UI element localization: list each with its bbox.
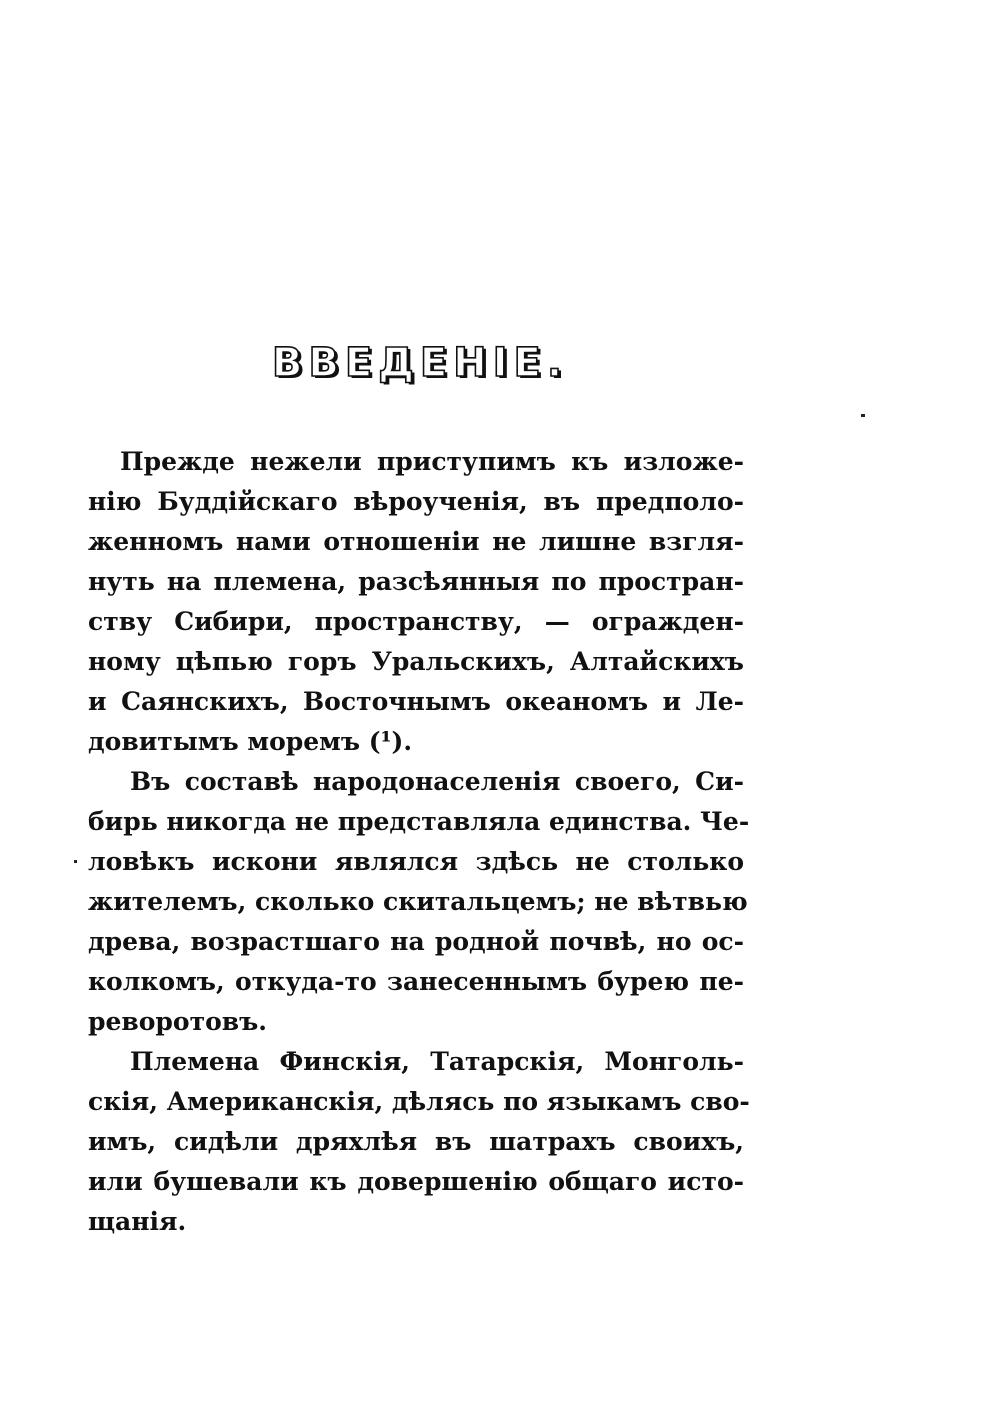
text-line: ству Сибири, пространству, — огражден- [88, 607, 744, 636]
text-line: реворотовъ. [88, 1007, 268, 1036]
text-line: колкомъ, откуда-то занесеннымъ бурею пе- [88, 967, 744, 996]
text-line: бирь никогда не представляла единства. Че- [88, 807, 750, 836]
text-line: жителемъ, сколько скитальцемъ; не вѣтвью [88, 887, 748, 916]
body-text [88, 442, 750, 1242]
text-line: или бушевали къ довершенію общаго исто- [88, 1167, 744, 1196]
text-line: ному цѣпью горъ Уральскихъ, Алтайскихъ [88, 647, 744, 676]
heading-text: ВВЕДЕНІЕ. [271, 340, 569, 386]
text-line: довитымъ моремъ (¹). [88, 727, 413, 756]
text-line: женномъ нами отношеніи не лишне взгля- [88, 527, 744, 556]
text-line: и Саянскихъ, Восточнымъ океаномъ и Ле- [88, 687, 744, 716]
text-line: Прежде нежели приступимъ къ изложе- [120, 447, 744, 476]
text-line: ловѣкъ искони являлся здѣсь не столько [88, 847, 744, 876]
text-line: древа, возрастшаго на родной почвѣ, но ос- [88, 927, 744, 956]
text-line: нію Буддійскаго вѣроученія, въ предполо- [88, 487, 744, 516]
scan-speck [74, 860, 77, 863]
text-line: щанія. [88, 1207, 187, 1236]
chapter-heading [0, 340, 840, 386]
text-line: нуть на племена, разсѣянныя по простран- [88, 567, 744, 596]
scan-speck [861, 414, 865, 417]
text-line: Племена Финскія, Татарскія, Монголь- [130, 1047, 744, 1076]
text-line: имъ, сидѣли дряхлѣя въ шатрахъ своихъ, [88, 1127, 744, 1156]
text-line: скія, Американскія, дѣлясь по языкамъ сво- [88, 1087, 750, 1116]
text-line: Въ составѣ народонаселенія своего, Си- [130, 767, 744, 796]
